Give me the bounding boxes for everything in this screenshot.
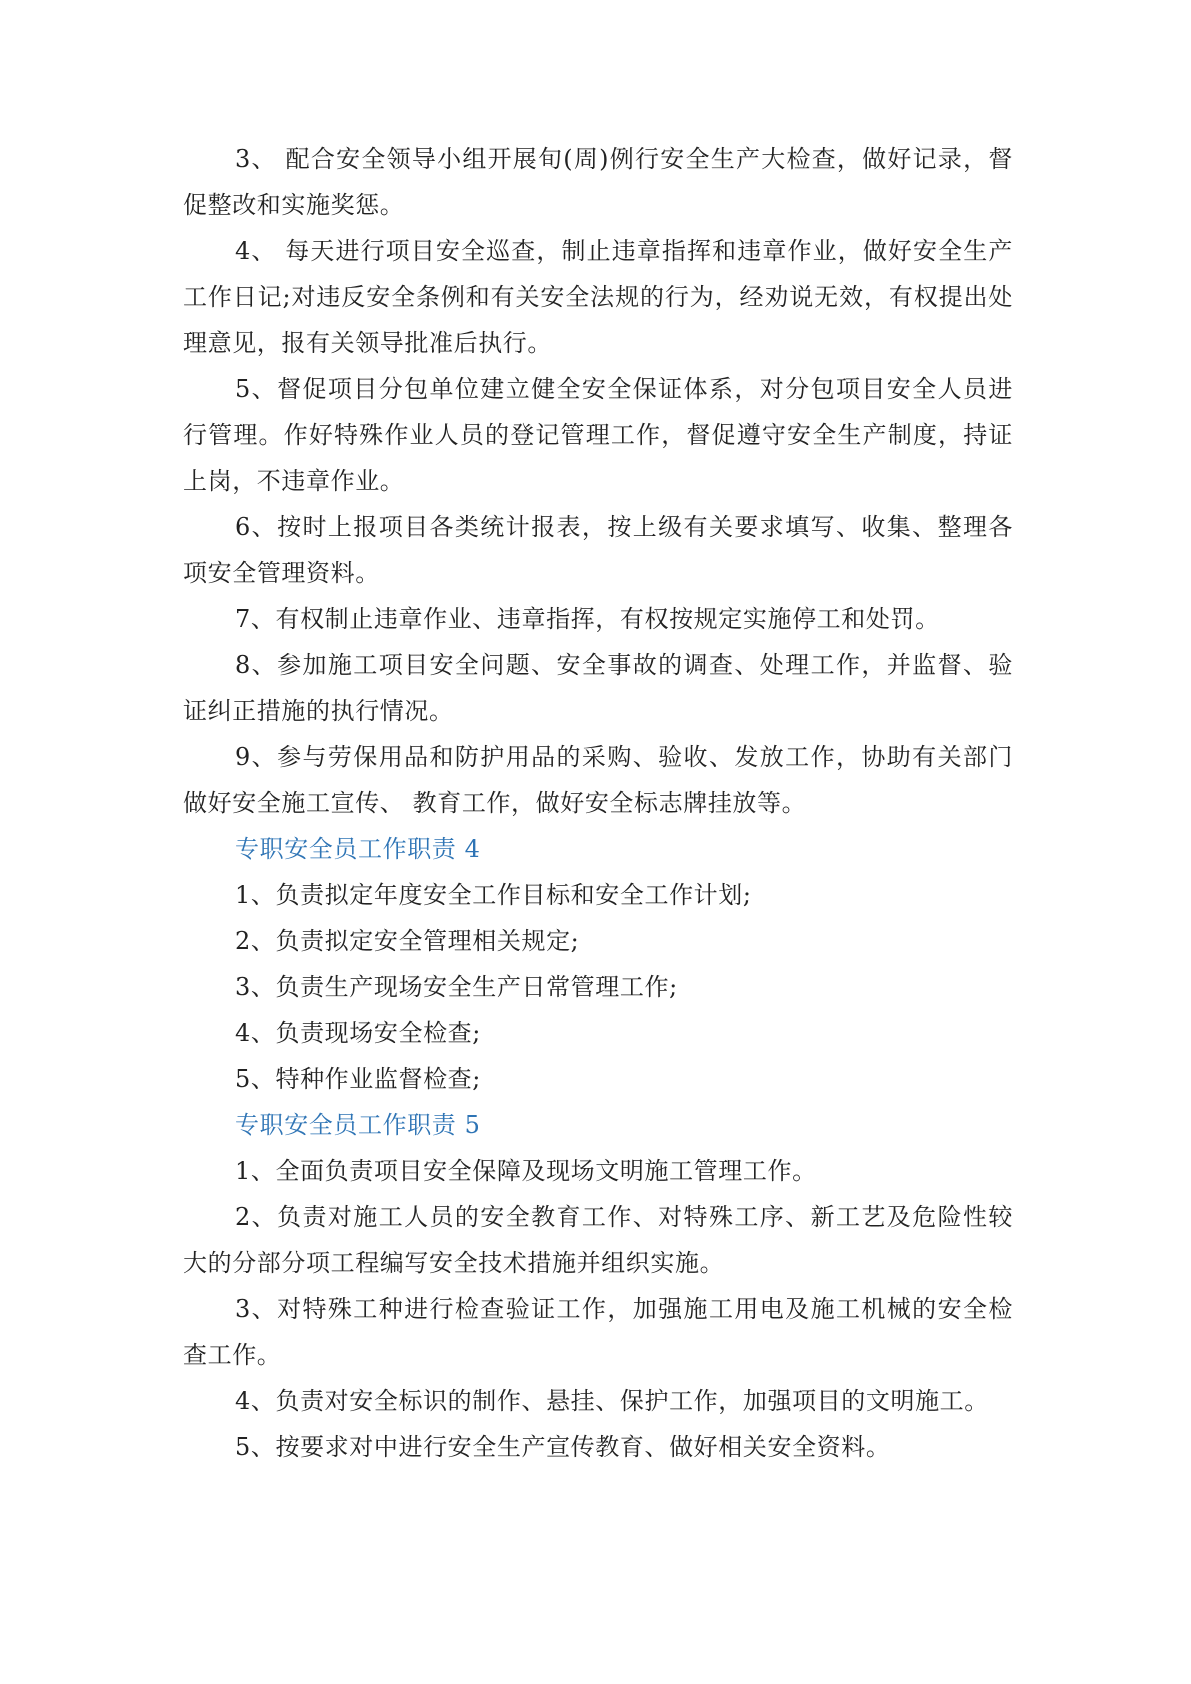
paragraph-s5-item3: 3、对特殊工种进行检查验证工作，加强施工用电及施工机械的安全检查工作。 — [183, 1295, 1013, 1369]
paragraph-s5-item1: 1、全面负责项目安全保障及现场文明施工管理工作。 — [235, 1157, 817, 1185]
paragraph-s3-item5: 5、督促项目分包单位建立健全安全保证体系，对分包项目安全人员进行管理。作好特殊作业人员的登记管理工作，督促遵守安全生产制度，持证上岗，不违章作业。 — [183, 375, 1013, 495]
paragraph-s3-item7: 7、有权制止违章作业、违章指挥，有权按规定实施停工和处罚。 — [235, 605, 940, 633]
paragraph-s3-item3: 3、 配合安全领导小组开展旬(周)例行安全生产大检查，做好记录，督促整改和实施奖惩。 — [183, 145, 1013, 219]
paragraph-s5-item4: 4、负责对安全标识的制作、悬挂、保护工作，加强项目的文明施工。 — [235, 1387, 989, 1415]
paragraph-s5-item2: 2、负责对施工人员的安全教育工作、对特殊工序、新工艺及危险性较大的分部分项工程编写安全技术措施并组织实施。 — [183, 1203, 1013, 1277]
section-heading-5: 专职安全员工作职责 5 — [235, 1111, 481, 1139]
document-page — [183, 136, 1013, 1470]
paragraph-s4-item3: 3、负责生产现场安全生产日常管理工作; — [235, 973, 678, 1001]
paragraph-s3-item8: 8、参加施工项目安全问题、安全事故的调查、处理工作，并监督、验证纠正措施的执行情况。 — [183, 651, 1013, 725]
paragraph-s4-item1: 1、负责拟定年度安全工作目标和安全工作计划; — [235, 881, 752, 909]
paragraph-s3-item6: 6、按时上报项目各类统计报表，按上级有关要求填写、收集、整理各项安全管理资料。 — [183, 513, 1013, 587]
paragraph-s3-item4: 4、 每天进行项目安全巡查，制止违章指挥和违章作业，做好安全生产工作日记;对违反安全条例和有关安全法规的行为，经劝说无效，有权提出处理意见，报有关领导批准后执行。 — [183, 237, 1013, 357]
section-heading-4: 专职安全员工作职责 4 — [235, 835, 481, 863]
paragraph-s4-item4: 4、负责现场安全检查; — [235, 1019, 481, 1047]
paragraph-s4-item5: 5、特种作业监督检查; — [235, 1065, 481, 1093]
paragraph-s4-item2: 2、负责拟定安全管理相关规定; — [235, 927, 580, 955]
paragraph-s5-item5: 5、按要求对中进行安全生产宣传教育、做好相关安全资料。 — [235, 1433, 891, 1461]
paragraph-s3-item9: 9、参与劳保用品和防护用品的采购、验收、发放工作，协助有关部门做好安全施工宣传、 教育工作，做好安全标志牌挂放等。 — [183, 743, 1013, 817]
